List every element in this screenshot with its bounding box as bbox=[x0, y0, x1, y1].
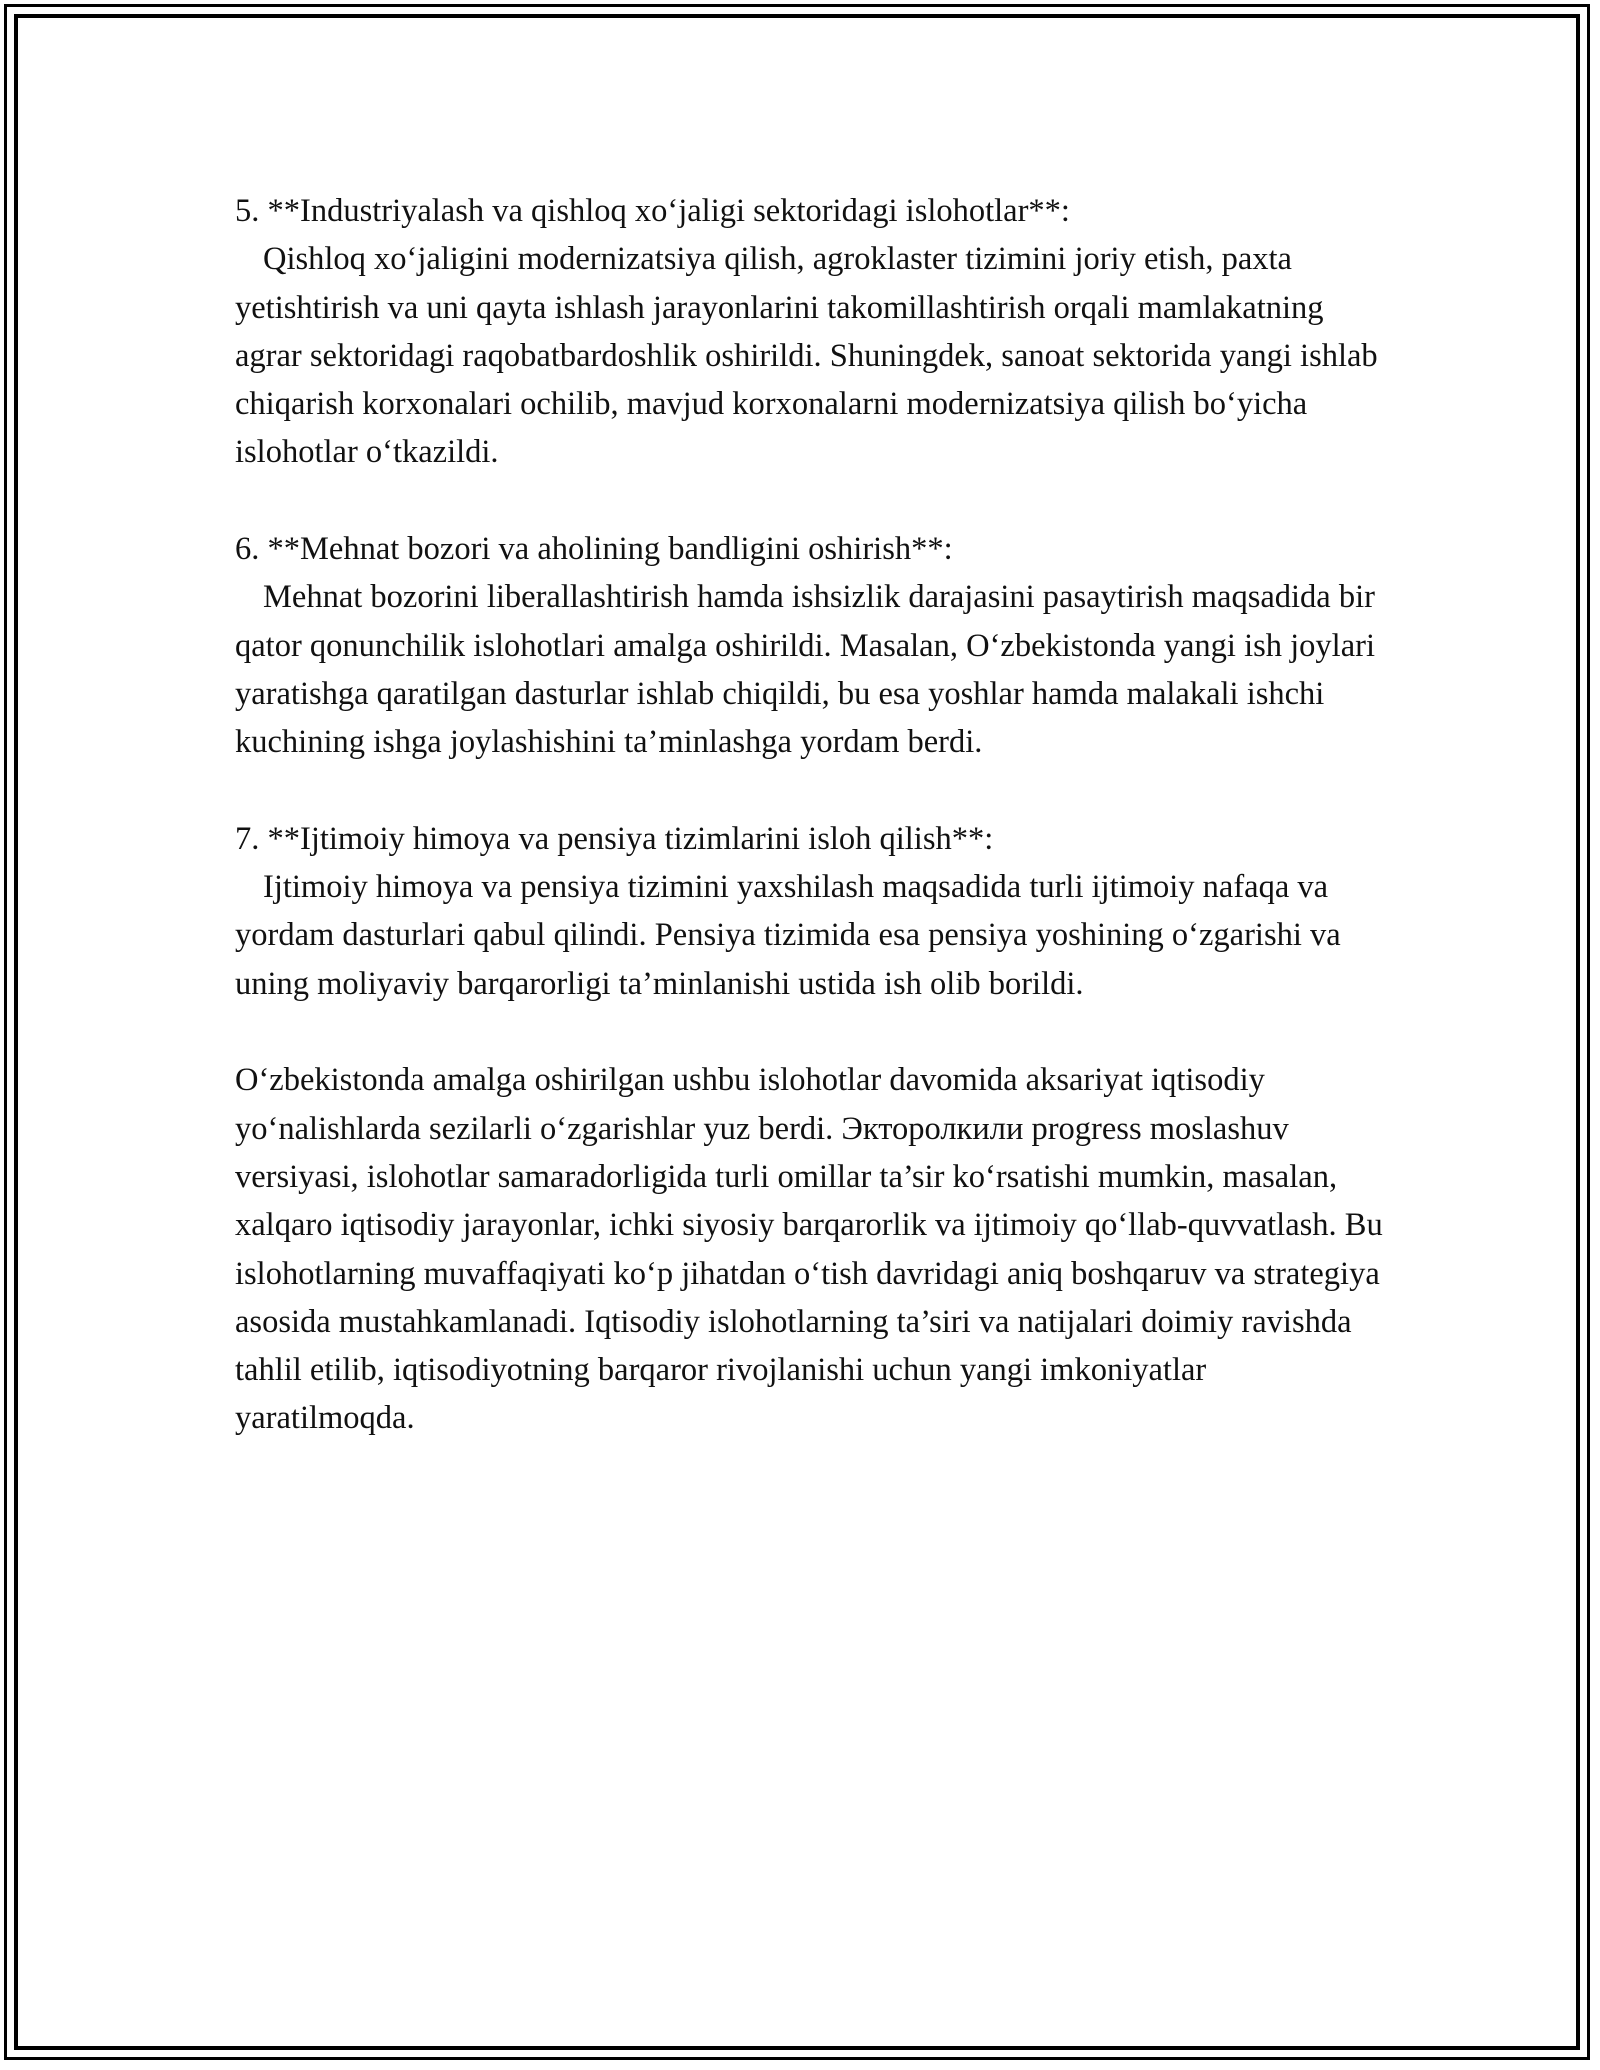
section-body: Mehnat bozorini liberallashtirish hamda ishsizlik darajasini pasaytirish maqsadida bir qator qonunchilik islohotlari amalga oshirildi. Masalan, O‘zbekistonda yangi ish joylari yaratishga qaratilgan dasturlar ishlab chiqildi, bu esa yoshlar hamda malakali ishchi kuchining ishga joylashishini ta’minlashga yordam berdi. bbox=[235, 579, 1375, 761]
document-page bbox=[235, 187, 1390, 1443]
section-5 bbox=[235, 187, 1390, 477]
section-7 bbox=[235, 815, 1390, 1008]
section-heading: 6. **Mehnat bozori va aholining bandligini oshirish**: bbox=[235, 531, 953, 568]
conclusion-paragraph bbox=[235, 1056, 1390, 1442]
section-6 bbox=[235, 525, 1390, 766]
section-heading: 5. **Industriyalash va qishloq xo‘jaligi sektoridagi islohotlar**: bbox=[235, 193, 1070, 229]
conclusion-text: O‘zbekistonda amalga oshirilgan ushbu islohotlar davomida aksariyat iqtisodiy yo‘nalishlarda sezilarli o‘zgarishlar yuz berdi. Экторолкили progress moslashuv versiyasi, islohotlar samaradorligida turli omillar ta’sir ko‘rsatishi mumkin, masalan, xalqaro iqtisodiy jarayonlar, ichki siyosiy barqarorlik va ijtimoiy qo‘llab-quvvatlash. Bu islohotlarning muvaffaqiyati ko‘p jihatdan o‘tish davridagi aniq boshqaruv va strategiya asosida mustahkamlanadi. Iqtisodiy islohotlarning ta’siri va natijalari doimiy ravishda tahlil etilib, iqtisodiyotning barqaror rivojlanishi uchun yangi imkoniyatlar yaratilmoqda. bbox=[235, 1062, 1383, 1437]
section-body: Ijtimoiy himoya va pensiya tizimini yaxshilash maqsadida turli ijtimoiy nafaqa va yordam dasturlari qabul qilindi. Pensiya tizimida esa pensiya yoshining o‘zgarishi va uning moliyaviy barqarorligi ta’minlanishi ustida ish olib borildi. bbox=[235, 869, 1341, 1002]
section-heading: 7. **Ijtimoiy himoya va pensiya tizimlarini isloh qilish**: bbox=[235, 820, 994, 857]
section-body: Qishloq xo‘jaligini modernizatsiya qilish, agroklaster tizimini joriy etish, paxta yetishtirish va uni qayta ishlash jarayonlarini takomillashtirish orqali mamlakatning agrar sektoridagi raqobatbardoshlik oshirildi. Shuningdek, sanoat sektorida yangi ishlab chiqarish korxonalari ochilib, mavjud korxonalarni modernizatsiya qilish bo‘yicha islohotlar o‘tkazildi. bbox=[235, 241, 1378, 471]
